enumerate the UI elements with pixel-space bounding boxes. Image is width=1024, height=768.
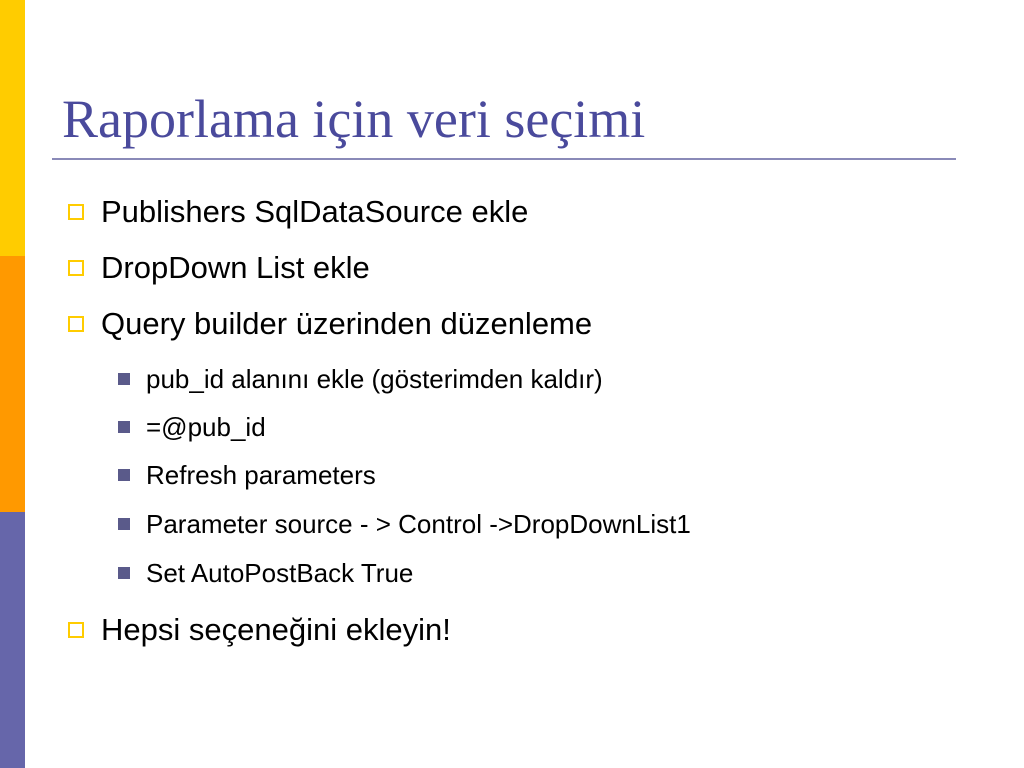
filled-square-bullet-icon xyxy=(118,421,130,433)
slide-title: Raporlama için veri seçimi xyxy=(62,89,646,149)
sub-bullet-text: Set AutoPostBack True xyxy=(146,558,414,588)
hollow-square-bullet-icon xyxy=(68,316,84,332)
bullet-text: DropDown List ekle xyxy=(101,250,370,285)
filled-square-bullet-icon xyxy=(118,518,130,530)
hollow-square-bullet-icon xyxy=(68,260,84,276)
bullet-text: Hepsi seçeneğini ekleyin! xyxy=(101,612,451,647)
sub-bullet-text: Refresh parameters xyxy=(146,460,376,490)
bullet-text: Publishers SqlDataSource ekle xyxy=(101,194,529,229)
sub-bullet-text: pub_id alanını ekle (gösterimden kaldır) xyxy=(146,364,603,394)
sub-bullet-text: =@pub_id xyxy=(146,412,266,442)
filled-square-bullet-icon xyxy=(118,469,130,481)
bullet-text: Query builder üzerinden düzenleme xyxy=(101,306,593,341)
sub-bullet-text: Parameter source - > Control ->DropDownList1 xyxy=(146,509,691,539)
hollow-square-bullet-icon xyxy=(68,204,84,220)
hollow-square-bullet-icon xyxy=(68,622,84,638)
filled-square-bullet-icon xyxy=(118,567,130,579)
filled-square-bullet-icon xyxy=(118,373,130,385)
